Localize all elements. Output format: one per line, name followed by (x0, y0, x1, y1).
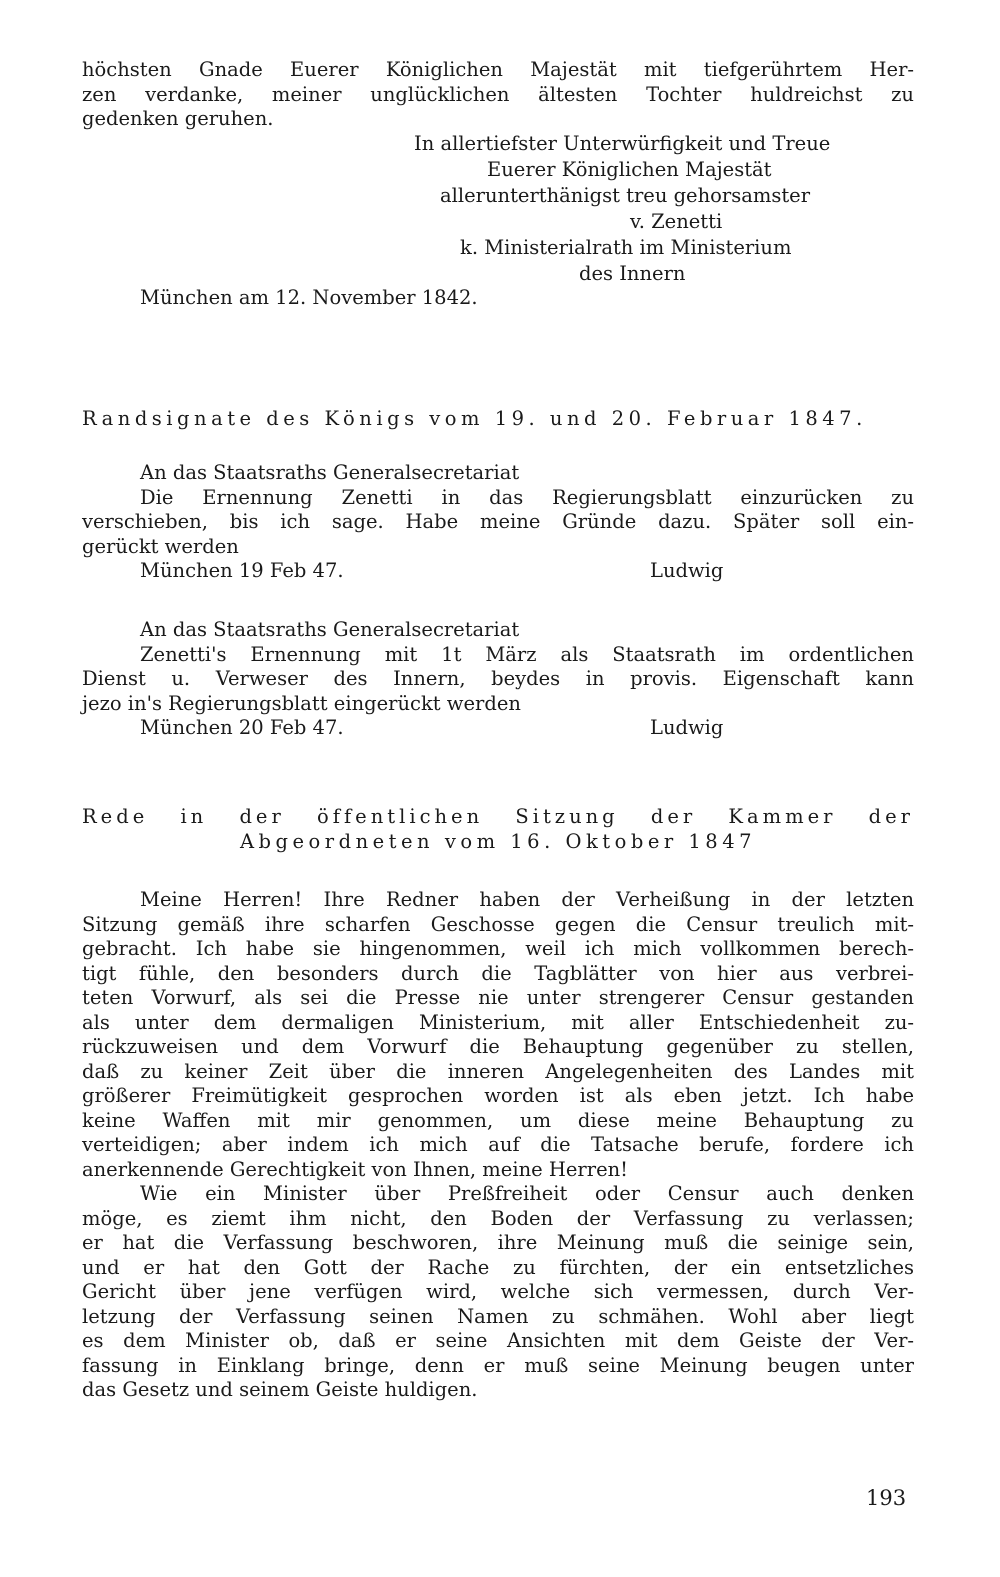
text-line: letzung der Verfassung seinen Namen zu schmähen. Wohl aber liegt (82, 1304, 914, 1328)
text-line: tigt fühle, den besonders durch die Tagblätter von hier aus verbrei- (82, 961, 914, 985)
text-line: gebracht. Ich habe sie hingenommen, weil ich mich vollkommen berech- (82, 937, 914, 960)
letter-end-paragraph (82, 58, 914, 132)
text-line: Meine Herren! Ihre Redner haben der Verheißung in der letzten (140, 888, 914, 911)
marginal-note-1 (82, 461, 914, 584)
text-line: gedenken geruhen. (82, 107, 274, 130)
speech-paragraph-1 (82, 888, 914, 1182)
text-line: teten Vorwurf, als sei die Presse nie unter strengerer Censur gestanden (82, 986, 914, 1009)
text-line: jezo in's Regierungsblatt eingerückt werden (82, 691, 521, 715)
closing-line: Euerer Königlichen Majestät (487, 157, 772, 181)
text-line: Wie ein Minister über Preßfreiheit oder Censur auch denken (140, 1182, 914, 1205)
text-line: er hat die Verfassung beschworen, ihre Meinung muß die seinige sein, (82, 1231, 914, 1254)
marginal-note-2 (82, 618, 914, 741)
text-line: verschieben, bis ich sage. Habe meine Gründe dazu. Später soll ein- (82, 510, 914, 533)
letter-closing (82, 132, 914, 367)
text-line: größerer Freimütigkeit gesprochen worden ist als eben jetzt. Ich habe (82, 1084, 914, 1107)
note-signature: Ludwig (650, 559, 724, 582)
speech-paragraph-2 (82, 1182, 914, 1403)
note-place-date: München 19 Feb 47. (140, 559, 344, 582)
text-line: keine Waffen mit mir genommen, um diese meine Behauptung zu (82, 1108, 914, 1132)
note-footer (82, 716, 914, 741)
text-line: möge, es ziemt ihm nicht, den Boden der Verfassung zu verlassen; (82, 1206, 914, 1230)
document-page (82, 58, 914, 1403)
text-line: es dem Minister ob, daß er seine Ansichten mit dem Geiste der Ver- (82, 1329, 914, 1352)
text-line: daß zu keiner Zeit über die inneren Angelegenheiten des Landes mit (82, 1059, 914, 1083)
closing-line: In allertiefster Unterwürfigkeit und Treue (414, 131, 831, 155)
text-line: Dienst u. Verweser des Innern, beydes in provis. Eigenschaft kann (82, 667, 914, 690)
text-line: Sitzung gemäß ihre scharfen Geschosse gegen die Censur treulich mit- (82, 912, 914, 936)
letter-place-date: München am 12. November 1842. (140, 285, 478, 309)
text-line: zen verdanke, meiner unglücklichen ältesten Tochter huldreichst zu (82, 82, 914, 106)
note-address: An das Staatsraths Generalsecretariat (140, 461, 520, 484)
text-line: rückzuweisen und dem Vorwurf die Behauptung gegenüber zu stellen, (82, 1035, 914, 1058)
note-footer (82, 559, 914, 584)
page-number: 193 (866, 1486, 907, 1510)
closing-line: allerunterthänigst treu gehorsamster (440, 183, 811, 207)
text-line: gerückt werden (82, 534, 239, 558)
text-line: anerkennende Gerechtigkeit von Ihnen, meine Herren! (82, 1157, 628, 1181)
text-line: Zenetti's Ernennung mit 1t März als Staatsrath im ordentlichen (140, 642, 914, 666)
text-line: höchsten Gnade Euerer Königlichen Majestät mit tiefgerührtem Her- (82, 58, 914, 81)
text-line: das Gesetz und seinem Geiste huldigen. (82, 1378, 478, 1401)
closing-signature: v. Zenetti (630, 209, 723, 233)
text-line: Gericht über jene verfügen wird, welche sich vermessen, durch Ver- (82, 1280, 914, 1303)
text-line: und er hat den Gott der Rache zu fürchten, der ein entsetzliches (82, 1255, 914, 1279)
note-place-date: München 20 Feb 47. (140, 716, 344, 739)
closing-line: k. Ministerialrath im Ministerium (460, 235, 792, 259)
text-line: Die Ernennung Zenetti in das Regierungsblatt einzurücken zu (140, 485, 914, 509)
text-line: als unter dem dermaligen Ministerium, mit aller Entschiedenheit zu- (82, 1010, 914, 1034)
closing-line: des Innern (579, 261, 686, 285)
section-heading-line2: Abgeordneten vom 16. Oktober 1847 (239, 829, 757, 853)
text-line: fassung in Einklang bringe, denn er muß seine Meinung beugen unter (82, 1353, 914, 1377)
section-heading: Rede in der öffentlichen Sitzung der Kammer der (82, 805, 914, 828)
section-heading: Randsignate des Königs vom 19. und 20. Februar 1847. (82, 406, 867, 430)
text-line: verteidigen; aber indem ich mich auf die Tatsache berufe, fordere ich (82, 1133, 914, 1156)
note-signature: Ludwig (650, 716, 724, 739)
note-address: An das Staatsraths Generalsecretariat (140, 618, 520, 641)
